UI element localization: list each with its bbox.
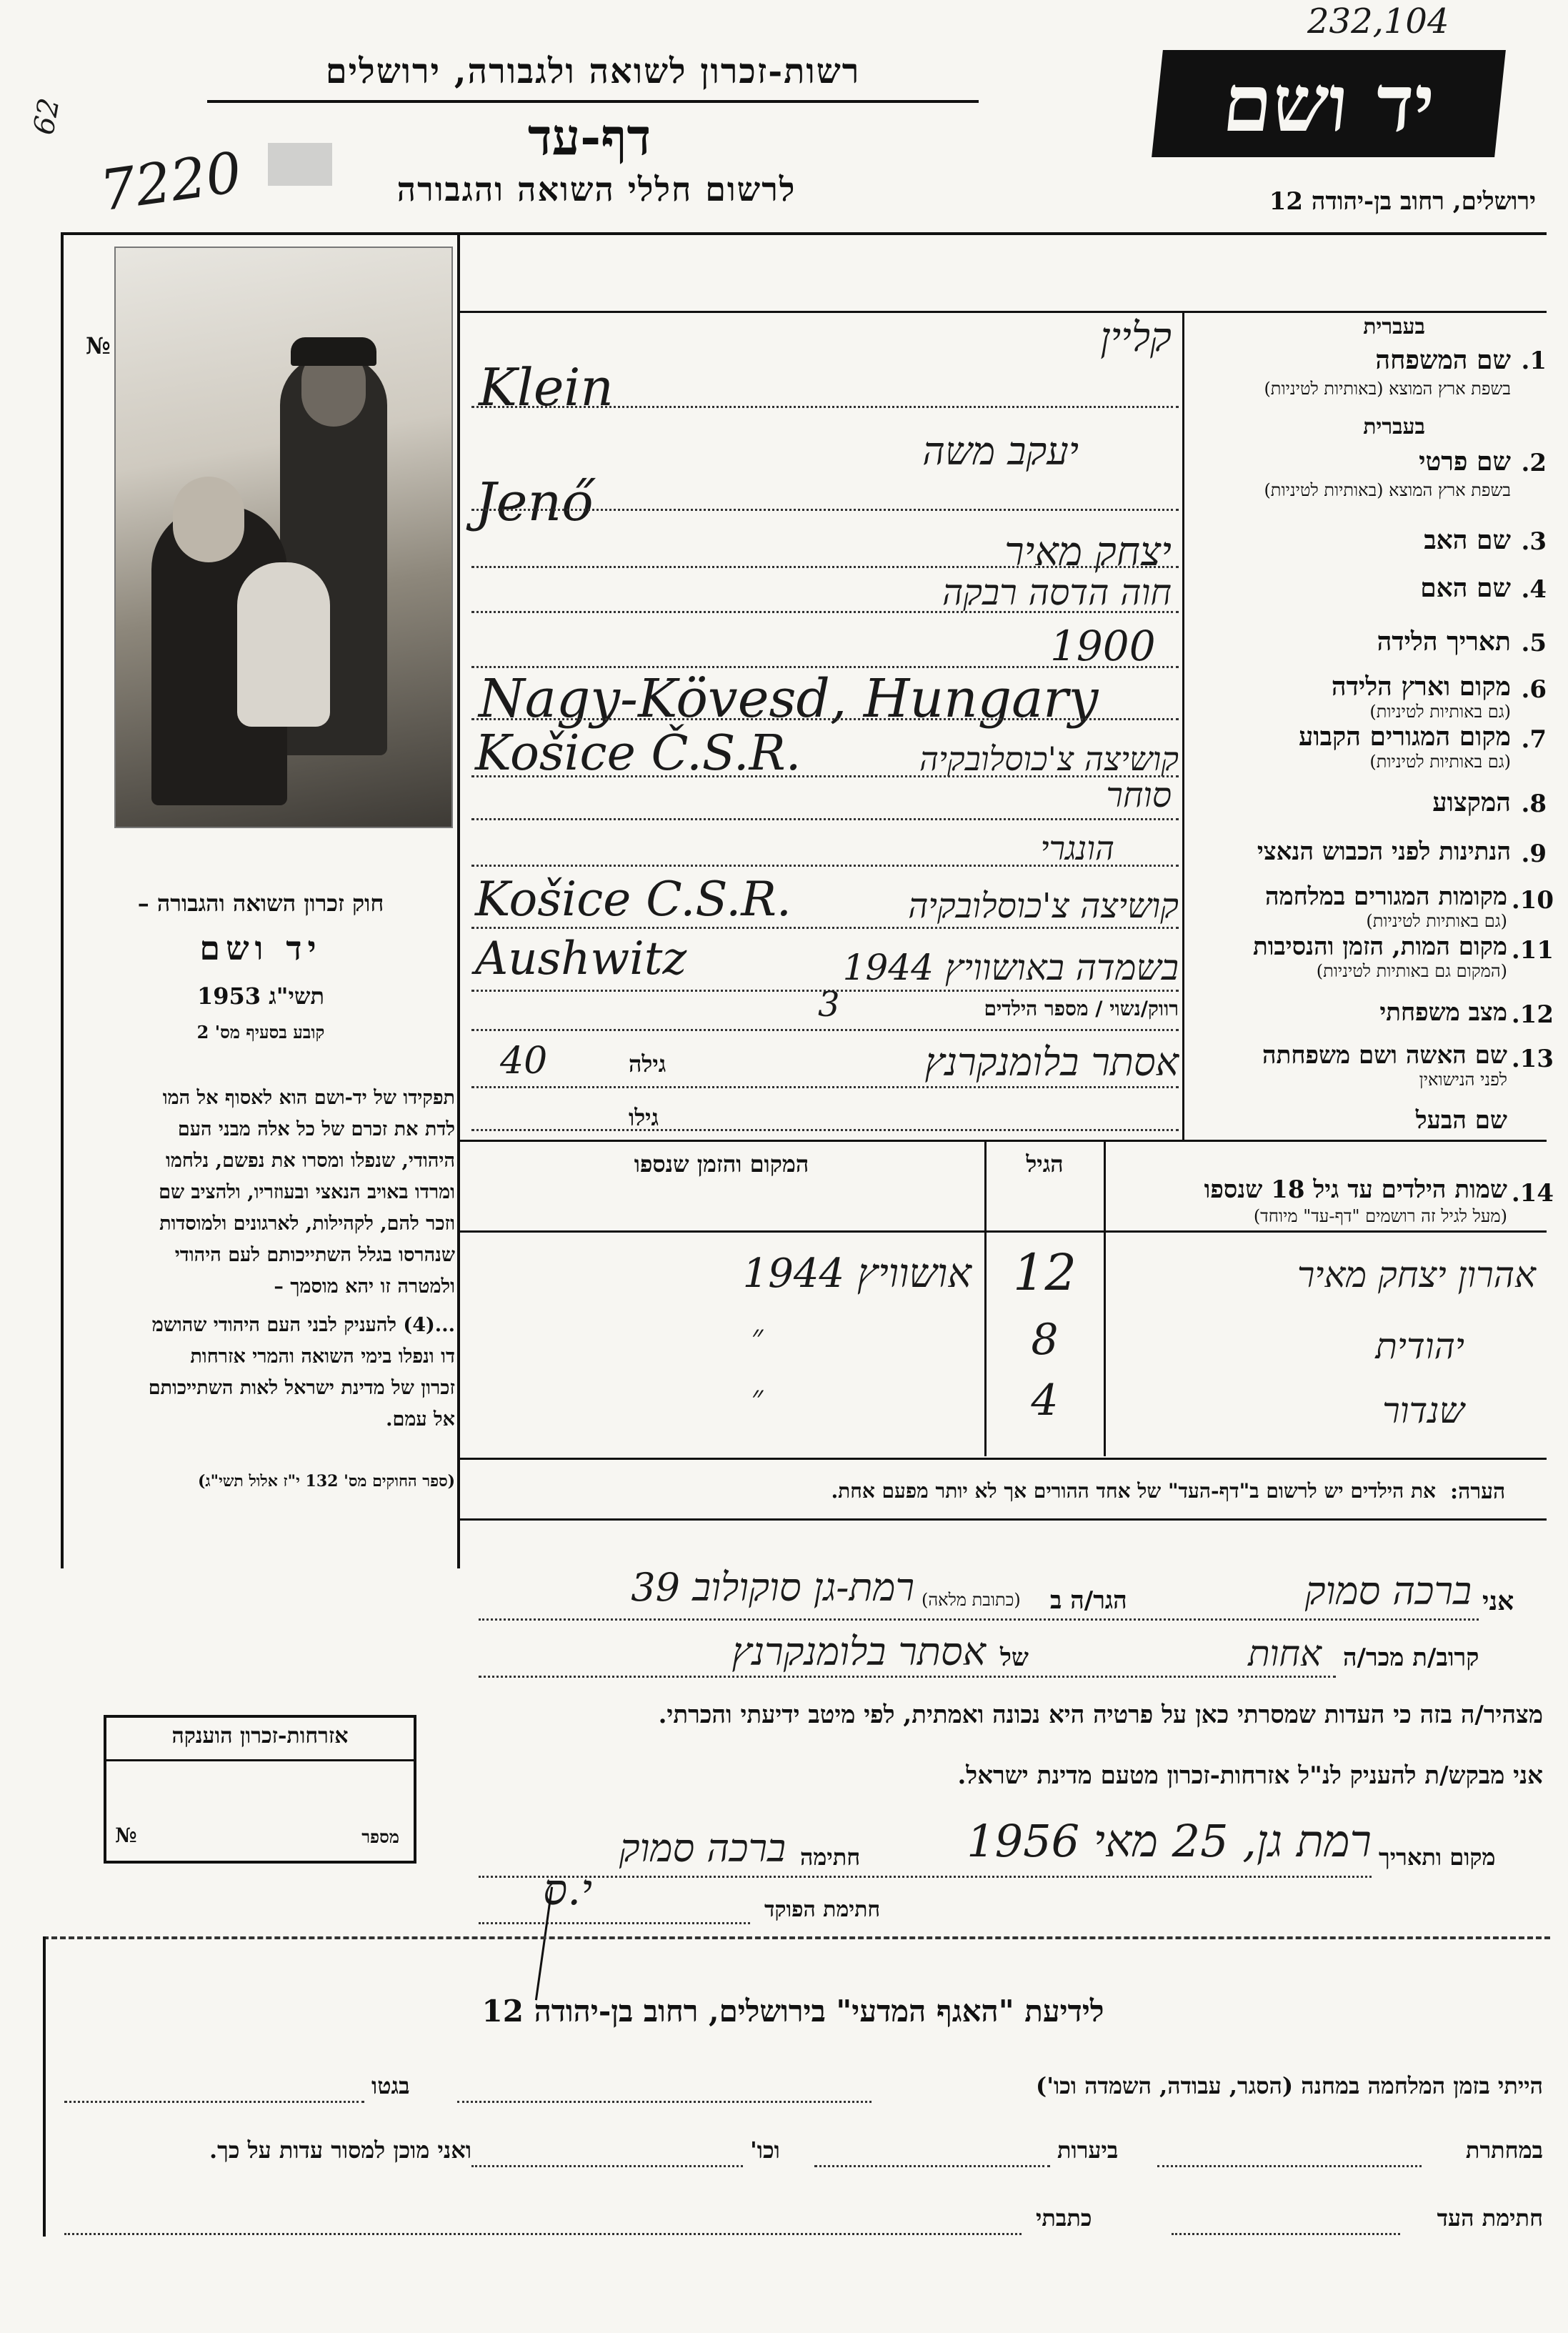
yad-vashem-logo — [1152, 50, 1506, 157]
bottom-line2b: ביערות — [1057, 2136, 1119, 2164]
institution-name: רשות-זכרון לשואה ולגבורה, ירושלים — [325, 51, 861, 91]
value-birth-year: 1900 — [1050, 622, 1156, 670]
field-num-14: .14 — [1511, 1179, 1554, 1208]
citizenship-rule — [106, 1759, 414, 1761]
field-num-11: .11 — [1511, 936, 1554, 965]
law-year: תשי"ג 1953 — [197, 983, 324, 1010]
col-age-header: הגיל — [1026, 1150, 1064, 1178]
law-line: ולמטרה זו יהא מוסמך – — [274, 1275, 455, 1298]
field-num-9: .9 — [1521, 840, 1547, 868]
frame-top — [61, 232, 1547, 235]
bottom-separator — [43, 1936, 1550, 1939]
officer-signature: י.ס — [543, 1865, 592, 1915]
lat-hint-1: בשפת ארץ המוצא (באותיות לטיניות) — [1264, 379, 1511, 399]
label-wife: שם האשה ושם משפחתה — [1262, 1041, 1507, 1070]
line-birthplace — [471, 718, 1179, 720]
label-residence: מקום המגורים הקבוע — [1299, 722, 1511, 752]
field-num-1: .1 — [1521, 347, 1547, 375]
value-children-count: 3 — [818, 985, 840, 1025]
field-num-12: .12 — [1511, 1000, 1554, 1029]
fields-top — [457, 311, 1547, 313]
photo-no-label: № — [86, 332, 111, 359]
value-first-he: יעקב משה — [922, 429, 1079, 474]
line-bottom-2a — [1157, 2165, 1422, 2167]
field-num-10: .10 — [1511, 886, 1554, 915]
decl-address: רמת-גן סוקולוב 39 — [631, 1565, 914, 1610]
hint-residence: (גם באותיות לטיניות) — [1369, 752, 1511, 772]
sidebar-right — [457, 232, 460, 1568]
law-line: שנהרסו בגלל השתייכותם לעם היהודי — [174, 1244, 455, 1266]
hint-wife: לפני הנישואין — [1419, 1070, 1507, 1090]
value-nationality: הונגרי — [1040, 829, 1114, 867]
law-line: תפקידו של יד-ושם הוא לאסוף אל המו — [162, 1087, 455, 1109]
form-title: דף-עד — [527, 107, 651, 166]
law-source: (ספר החוקים מס' 132 י"ז אלול תשי"ג) — [197, 1472, 455, 1491]
label-wife-age: גילה — [629, 1050, 666, 1078]
line-bottom-1a — [457, 2101, 872, 2103]
law-line: ומרדו באויב הנאצי ובעוזריו, ולהציב שם — [159, 1181, 455, 1203]
children-title-hint: (מעל לגיל זה רושמים "דף-עד" מיוחד) — [1253, 1206, 1507, 1226]
value-residence-lat: Košice Č.S.R. — [475, 725, 802, 782]
label-occupation: המקצוע — [1432, 787, 1511, 817]
child-age: 4 — [1031, 1376, 1059, 1426]
field-num-2: .2 — [1521, 449, 1547, 477]
citizenship-number-label: מספר — [361, 1826, 399, 1847]
law-line: היהודי, שנפלו ומסרו את נפשם, נלחמו — [165, 1150, 455, 1172]
line-place-date — [479, 1876, 1372, 1878]
label-surname: שם המשפחה — [1375, 345, 1511, 375]
decl-of-name: אסתר בלומנקרנץ — [731, 1629, 986, 1674]
label-birth-date: תאריך הלידה — [1377, 627, 1511, 657]
bottom-line1a: הייתי בזמן המלחמה במחנה (הסגר, עבודה, השמדה וכו') — [1036, 2072, 1543, 2099]
note-label: הערה: — [1450, 1479, 1506, 1504]
address: ירושלים, רחוב בן-יהודה 12 — [1269, 187, 1536, 216]
line-mother — [471, 611, 1179, 613]
place-date-label: מקום ותאריך — [1379, 1844, 1496, 1871]
child-place: ״ — [751, 1379, 764, 1416]
field-num-4: .4 — [1521, 575, 1547, 604]
hebrew-label-1: בעברית — [1363, 314, 1425, 339]
law-text — [66, 1083, 455, 1436]
field-num-6: .6 — [1521, 675, 1547, 704]
family-photo — [114, 247, 453, 828]
field-num-7: .7 — [1521, 725, 1547, 754]
left-number: 7220 — [96, 140, 246, 224]
label-war-residence: מקומות המגורים במלחמה — [1264, 882, 1507, 911]
law-name: יד ושם — [199, 929, 322, 967]
line-bottom-1b — [64, 2101, 364, 2103]
law-title: חוק זכרון השואה והגבורה – — [137, 890, 384, 917]
sign-label: חתימה — [800, 1844, 861, 1871]
label-married-children: רווק/נשוי / מספר הילדים — [984, 997, 1179, 1020]
decl-statement: מצהיר/ה בזה כי העדות שמסרתי כאן על פרטיה היא נכונה ואמתית, לפי מיטב ידיעתי והכרתי. — [658, 1701, 1543, 1729]
bottom-line2c: וכו' — [750, 2136, 780, 2164]
value-wife: אסתר בלומנקרנץ — [924, 1040, 1179, 1085]
field-num-5: .5 — [1521, 629, 1547, 657]
citizenship-title: אזרחות-זכרון הוענקה — [171, 1723, 349, 1748]
line-decl-2 — [479, 1676, 1336, 1678]
law-line: וזכר להם, לקהילות, לארגונים ולמוסדות — [159, 1213, 455, 1235]
label-first-name: שם פרטי — [1419, 447, 1511, 477]
value-war-residence-he: קושיצה צ'כוסלובקיה — [908, 886, 1179, 926]
label-nationality: הנתינות לפני הכבוש הנאצי — [1257, 837, 1511, 866]
decl-residing-label: הגר/ה ב — [1050, 1586, 1127, 1615]
value-wife-age: 40 — [500, 1040, 548, 1083]
children-title: שמות הילדים עד גיל 18 שנספו — [1204, 1175, 1507, 1204]
child-name: שנדור — [1382, 1390, 1464, 1431]
value-birthplace: Nagy-Kövesd, Hungary — [479, 668, 1099, 730]
decl-relation-label: קרוב/ת מכר/ה — [1343, 1643, 1479, 1672]
line-first-name — [471, 509, 1179, 511]
lat-hint-2: בשפת ארץ המוצא (באותיות לטיניות) — [1264, 480, 1511, 500]
value-father: יצחק מאיר — [1004, 529, 1172, 575]
officer-label: חתימת הפוקד — [764, 1897, 881, 1922]
frame-left — [61, 232, 64, 1568]
label-marital: מצב משפחתי — [1379, 998, 1507, 1027]
value-death-lat: Aushwitz — [475, 932, 687, 985]
law-clause: קובע בסעיף מס' 2 — [196, 1022, 325, 1043]
decl-witness-name: ברכה סמוק — [1304, 1568, 1472, 1613]
value-occupation: סוחר — [1106, 775, 1172, 815]
child-name: יהודית — [1375, 1325, 1464, 1367]
field-num-13: .13 — [1511, 1045, 1554, 1073]
child-age: 12 — [1012, 1243, 1077, 1302]
line-father — [471, 566, 1179, 568]
child-place: אושוויץ 1944 — [742, 1250, 972, 1297]
col-place-header: המקום והזמן שנספו — [634, 1150, 809, 1178]
form-subtitle: לרשום חללי השואה והגבורה — [396, 170, 797, 209]
line-bottom-3b — [64, 2233, 1022, 2235]
line-husband — [471, 1129, 1179, 1131]
child-name: אהרון יצחק מאיר — [1297, 1254, 1536, 1295]
law-line: לדת את זכרם של כל אלה מבני העם — [177, 1118, 455, 1140]
citizenship-box — [104, 1715, 416, 1864]
label-father: שם האב — [1424, 525, 1511, 555]
line-surname — [471, 406, 1179, 408]
side-number: 62 — [27, 95, 66, 138]
bottom-line1b: בגטו — [371, 2072, 410, 2099]
bottom-line3b: כתבתי — [1036, 2204, 1092, 2232]
bottom-line3a: חתימת העד — [1437, 2204, 1543, 2232]
hint-death: (המקום גם באותיות לטיניות) — [1316, 961, 1507, 981]
children-top — [457, 1140, 1547, 1142]
place-date-value: רמת גן, 25 מאי 1956 — [967, 1815, 1372, 1867]
value-residence-he: קושיצה צ'כוסלובקיה — [919, 740, 1179, 778]
decl-request: אני מבקש/ת להעניק לנ"ל אזרחות-זכרון מטעם מדינת ישראל. — [957, 1761, 1543, 1790]
line-bottom-2b — [814, 2165, 1050, 2167]
line-decl-1 — [479, 1618, 1479, 1621]
value-surname-he: קליין — [1100, 314, 1172, 361]
decl-i-label: אני — [1482, 1586, 1514, 1616]
value-mother: חוה הדסה רבקה — [942, 572, 1172, 613]
line-bottom-3a — [1172, 2233, 1400, 2235]
woman-head — [173, 477, 244, 562]
note-text: את הילדים יש לרשום ב"דף-העד" של אחד ההורים אך לא יותר מפעם אחת. — [831, 1479, 1436, 1503]
institution-underline — [207, 100, 979, 103]
decl-relation: אחות — [1248, 1633, 1322, 1674]
law-line: ...(4) להעניק לבני העם היהודי שהושמ — [151, 1314, 455, 1336]
children-col2 — [1104, 1142, 1106, 1456]
label-death: מקום המות, הזמן והנסיבות — [1252, 932, 1507, 961]
law-line: דו ונפלו בימי השואה והמרי אזרחות — [190, 1345, 455, 1368]
label-mother: שם האם — [1420, 573, 1511, 603]
children-bottom — [457, 1458, 1547, 1460]
hebrew-label-2: בעברית — [1363, 414, 1425, 439]
hat — [291, 337, 376, 366]
child-age: 8 — [1031, 1315, 1059, 1365]
law-line: אל עמם. — [386, 1408, 455, 1431]
label-birthplace: מקום וארץ הלידה — [1331, 672, 1511, 702]
line-wife — [471, 1086, 1179, 1088]
line-occupation — [471, 818, 1179, 820]
field-num-8: .8 — [1521, 790, 1547, 818]
decl-of-label: של — [1000, 1643, 1029, 1672]
value-death-he: בשמדה באושוויץ 1944 — [842, 947, 1179, 988]
label-husband: שם הבעל — [1415, 1106, 1507, 1135]
value-first-lat: Jenő — [475, 472, 594, 533]
value-war-residence-lat: Košice C.S.R. — [475, 872, 792, 927]
line-officer — [479, 1922, 750, 1924]
line-bottom-2c — [471, 2165, 743, 2167]
witness-signature: ברכה סמוק — [619, 1826, 786, 1871]
child-figure — [237, 562, 330, 727]
decl-address-hint: (כתובת מלאה) — [922, 1590, 1021, 1610]
children-header-bottom — [457, 1230, 1547, 1233]
bottom-line2a: במחתרת — [1465, 2136, 1543, 2164]
label-husband-age: גילו — [629, 1104, 659, 1131]
child-place: ״ — [751, 1318, 764, 1355]
hint-birthplace: (גם באותיות לטיניות) — [1369, 702, 1511, 722]
field-num-3: .3 — [1521, 527, 1547, 556]
citizenship-no-label: № — [115, 1824, 137, 1847]
line-nationality — [471, 865, 1179, 867]
archive-number: 232,104 — [1307, 1, 1449, 41]
hint-war-residence: (גם באותיות לטיניות) — [1366, 911, 1507, 931]
bottom-title: לידיעת "האגף המדעי" בירושלים, רחוב בן-יהודה 12 — [481, 1994, 1104, 2029]
fields-divider — [1182, 311, 1184, 1140]
value-surname-lat: Klein — [479, 357, 614, 417]
note-bottom — [457, 1518, 1547, 1521]
logo-text: יד ושם — [1218, 57, 1439, 149]
law-line: זכרון של מדינת ישראל לאות השתייכותם — [148, 1377, 455, 1399]
bottom-line2d: ואני מוכן למסור עדות על כך. — [209, 2136, 471, 2164]
line-war-residence — [471, 927, 1179, 929]
bottom-frame-left — [43, 1936, 46, 2237]
line-marital — [471, 1029, 1179, 1031]
